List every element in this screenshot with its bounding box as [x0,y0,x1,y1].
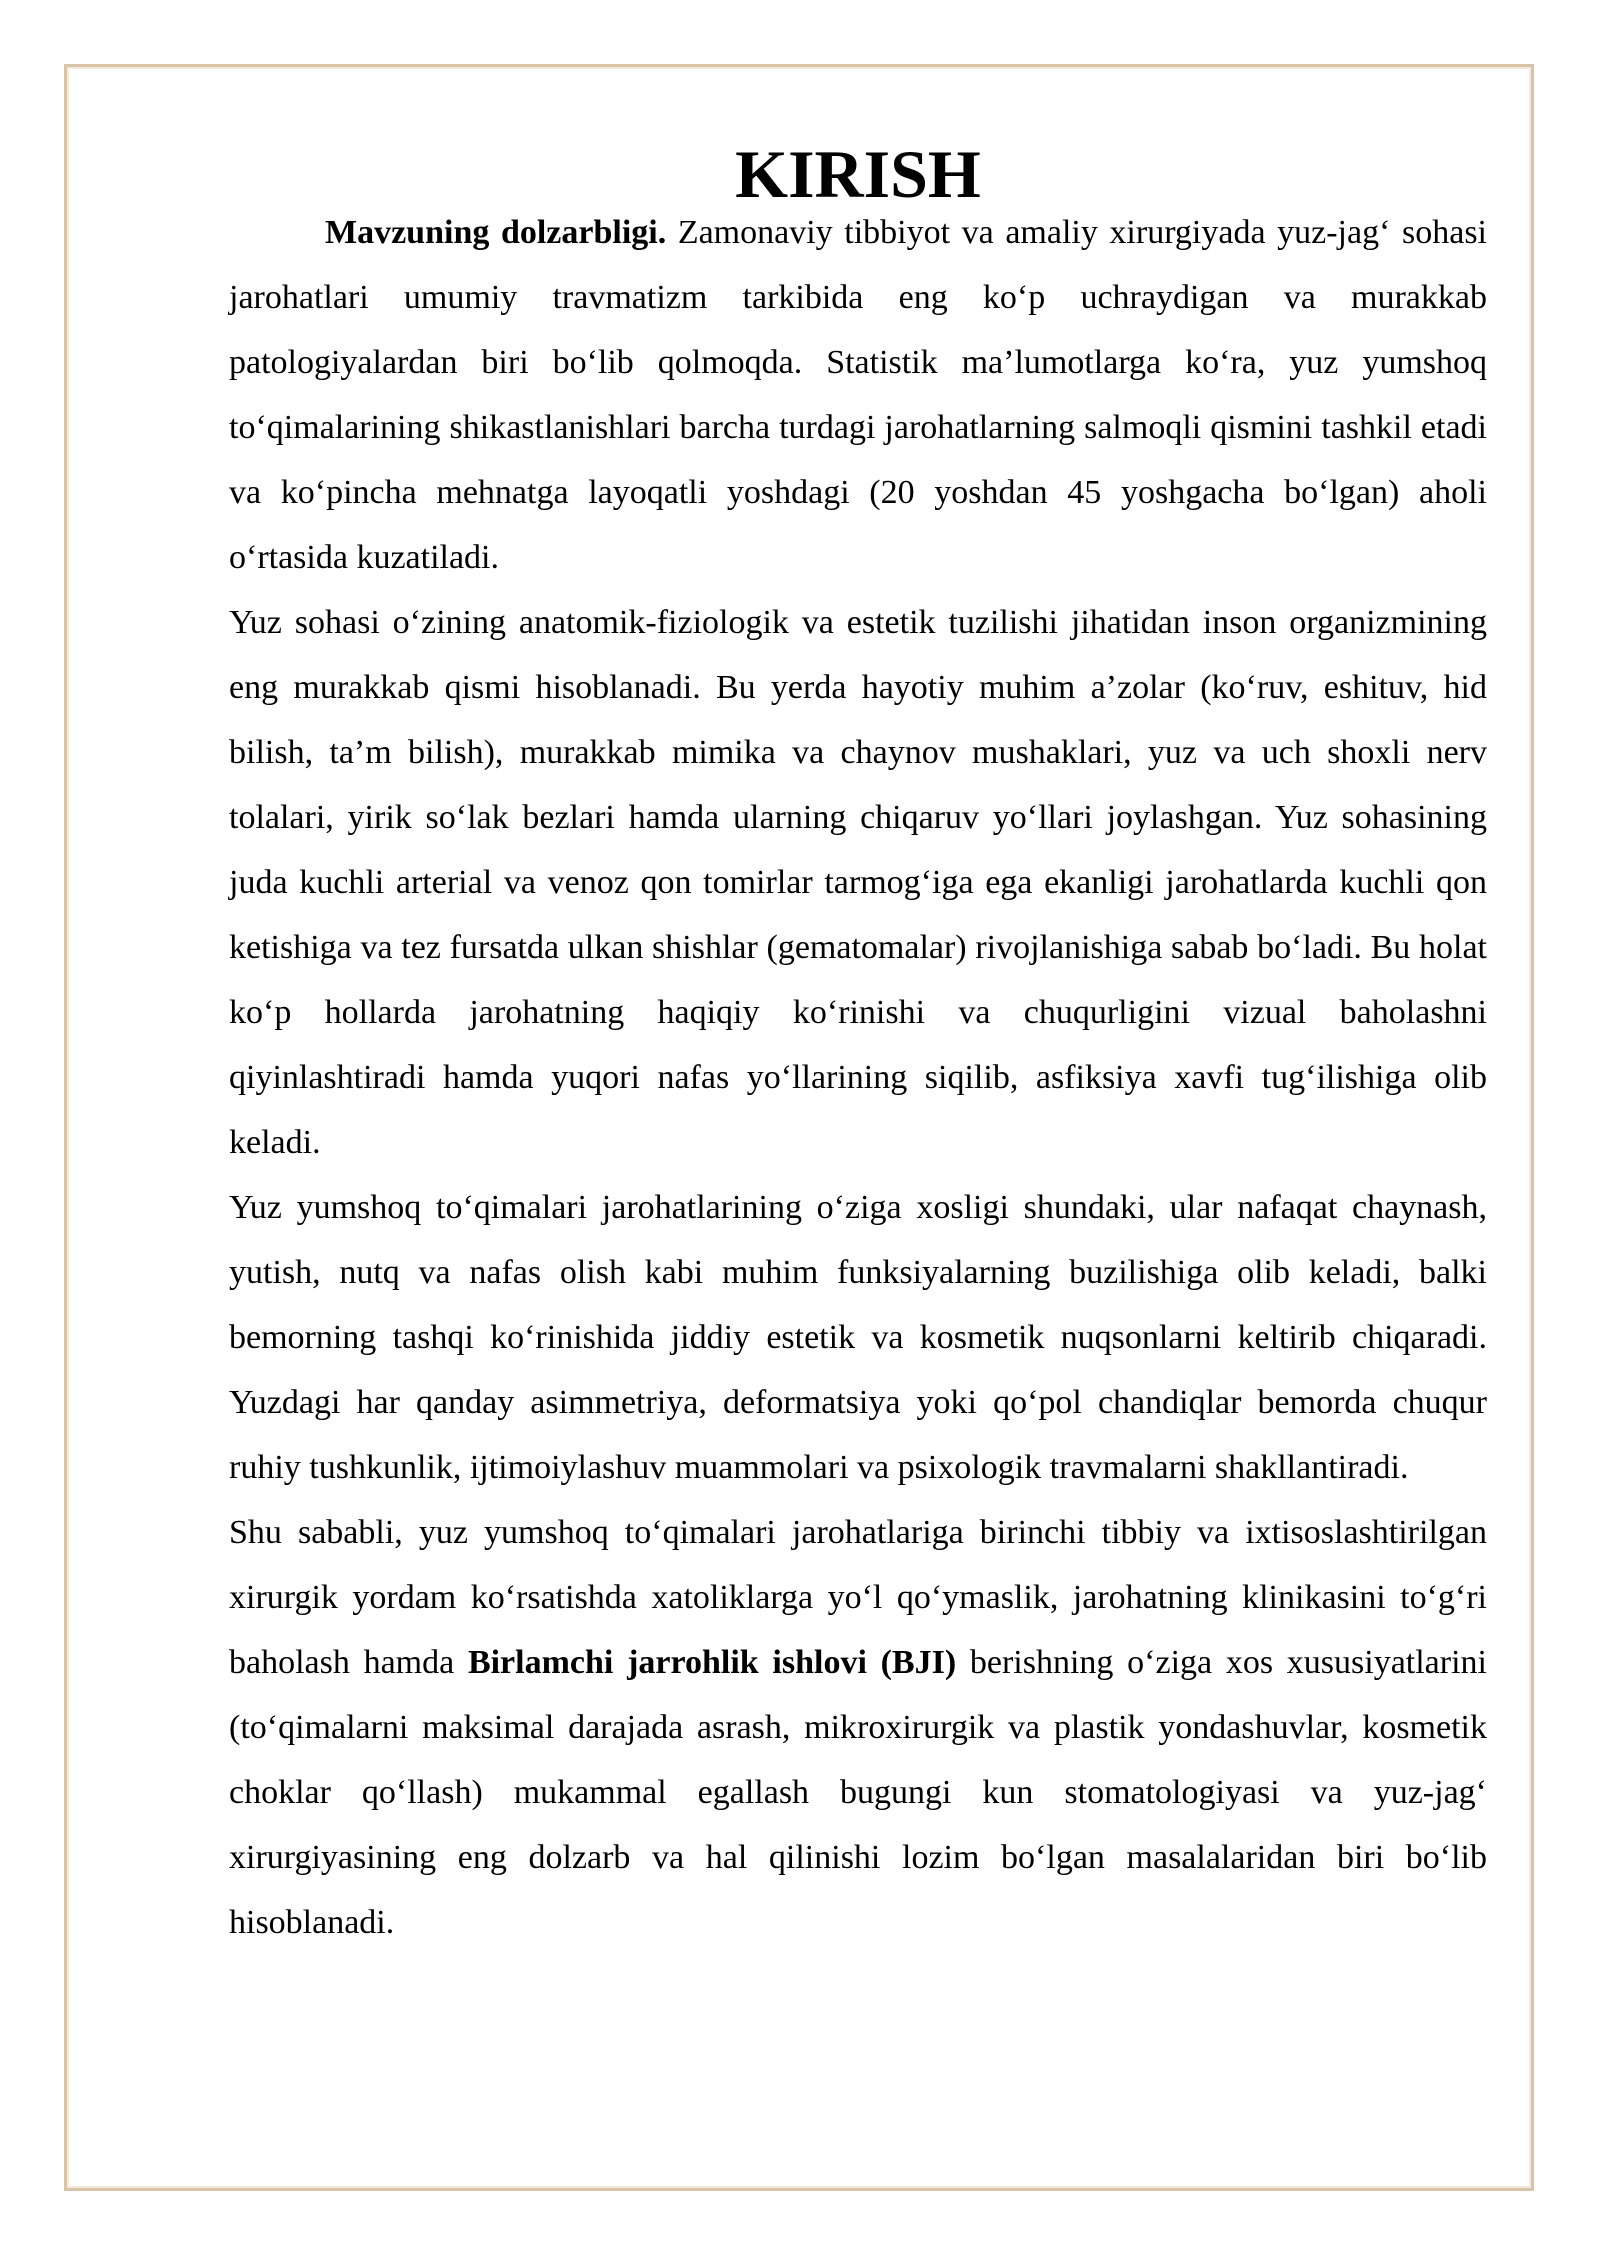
conclusion-text-after: berishning o‘ziga xos xususiyatlarini (to‘qimalarni maksimal darajada asrash, mikroxirurgik va plastik yondashuvlar, kosmetik choklar qo‘llash) mukammal egallash bugungi kun stomatologiyasi va yuz-jag‘ xirurgiyasining eng dolzarb va hal qilinishi lozim bo‘lgan masalalaridan biri bo‘lib hisoblanadi. [229,1644,1487,1941]
conclusion-text-before: Shu sababli, yuz yumshoq to‘qimalari jarohatlariga birinchi tibbiy va ixtisoslashtirilgan xirurgik yordam ko‘rsatishda xatoliklarga yo‘l qo‘ymaslik, jarohatning klinikasini to‘g‘ri baholash hamda [229,1514,1487,1681]
paragraph-specificity: Yuz yumshoq to‘qimalari jarohatlarining o‘ziga xosligi shundaki, ular nafaqat chaynash, yutish, nutq va nafas olish kabi muhim funksiyalarning buzilishiga olib keladi, balki bemorning tashqi ko‘rinishida jiddiy estetik va kosmetik nuqsonlarni keltirib chiqaradi. Yuzdagi har qanday asimmetriya, deformatsiya yoki qo‘pol chandiqlar bemorda chuqur ruhiy tushkunlik, ijtimoiylashuv muammolari va psixologik travmalarni shakllantiradi. [229,1189,1487,1486]
paragraph-relevance [229,200,1487,590]
relevance-text: Zamonaviy tibbiyot va amaliy xirurgiyada yuz-jag‘ sohasi jarohatlari umumiy travmatizm tarkibida eng ko‘p uchraydigan va murakkab patologiyalardan biri bo‘lib qolmoqda. Statistik ma’lumotlarga ko‘ra, yuz yumshoq to‘qimalarining shikastlanishlari barcha turdagi jarohatlarning salmoqli qismini tashkil etadi va ko‘pincha mehnatga layoqatli yoshdagi (20 yoshdan 45 yoshgacha bo‘lgan) aholi o‘rtasida kuzatiladi. [229,214,1487,576]
document-body [229,136,1487,1955]
bji-term: Birlamchi jarrohlik ishlovi (BJI) [467,1644,957,1681]
paragraph-anatomy: Yuz sohasi o‘zining anatomik-fiziologik va estetik tuzilishi jihatidan inson organizmining eng murakkab qismi hisoblanadi. Bu yerda hayotiy muhim a’zolar (ko‘ruv, eshituv, hid bilish, ta’m bilish), murakkab mimika va chaynov mushaklari, yuz va uch shoxli nerv tolalari, yirik so‘lak bezlari hamda ularning chiqaruv yo‘llari joylashgan. Yuz sohasining juda kuchli arterial va venoz qon tomirlar tarmog‘iga ega ekanligi jarohatlarda kuchli qon ketishiga va tez fursatda ulkan shishlar (gematomalar) rivojlanishiga sabab bo‘ladi. Bu holat ko‘p hollarda jarohatning haqiqiy ko‘rinishi va chuqurligini vizual baholashni qiyinlashtiradi hamda yuqori nafas yo‘llarining siqilib, asfiksiya xavfi tug‘ilishiga olib keladi. [229,604,1487,1161]
relevance-lead: Mavzuning dolzarbligi. [325,214,667,251]
section-heading: KIRISH [735,136,981,212]
paragraph-conclusion [229,1500,1487,1955]
